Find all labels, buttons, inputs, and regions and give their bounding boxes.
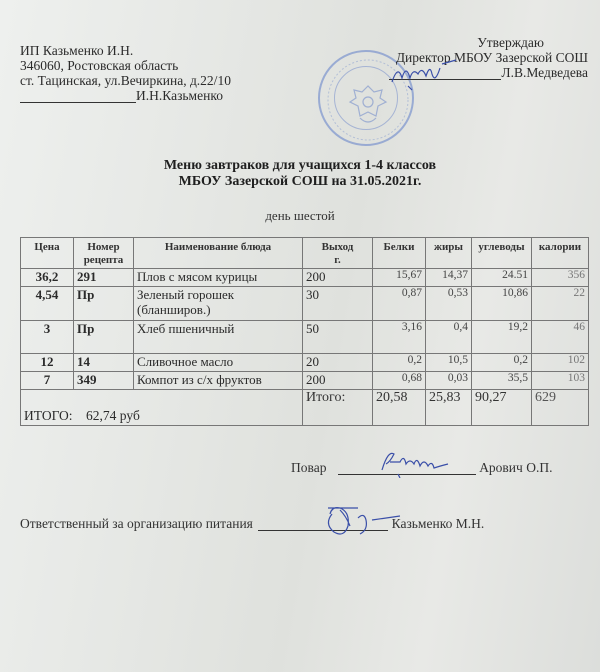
total-price-value: 62,74 руб [86,408,140,423]
table-row [21,354,589,372]
table-header-row [21,238,589,269]
cell-fat: 0,53 [426,287,472,321]
menu-table [20,237,589,426]
header-protein: Белки [373,238,426,269]
document-title [0,158,600,190]
cell-fat: 0,03 [426,372,472,390]
cell-recipe: Пр [74,287,134,321]
header-recipe-line1: Номер [87,241,120,253]
cell-price: 12 [21,354,74,372]
cell-carbs: 24.51 [472,269,532,287]
director-signature-icon [388,56,466,92]
title-line-1: Меню завтраков для учащихся 1-4 классов [163,158,437,173]
approval-position: Директор МБОУ Зазерской СОШ [395,50,588,65]
table-row [21,321,589,354]
cell-yield: 200 [303,372,373,390]
cell-recipe: 291 [74,269,134,287]
cell-yield: 200 [303,269,373,287]
day-label: день шестой [265,208,335,223]
total-label: Итого: [303,390,373,426]
header-yield [303,238,373,269]
table-total-row [21,390,589,426]
title-line-2: МБОУ Зазерской СОШ на 31.05.2021г. [178,174,422,189]
header-yield-line1: Выход [321,241,354,253]
supplier-signature-line [20,88,136,103]
cell-recipe: 349 [74,372,134,390]
cell-dish: Компот из с/х фруктов [134,372,303,390]
total-fat: 25,83 [426,390,472,426]
cell-dish: Зеленый горошек (бланширов.) [134,287,303,321]
cell-fat: 0,4 [426,321,472,354]
header-yield-line2: г. [334,254,341,266]
total-price-label: ИТОГО: [24,408,73,423]
cell-dish: Плов с мясом курицы [134,269,303,287]
cell-recipe: Пр [74,321,134,354]
cook-name: Арович О.П. [479,460,553,475]
cell-carbs: 19,2 [472,321,532,354]
cell-protein: 0,2 [373,354,426,372]
cell-price: 36,2 [21,269,74,287]
cell-yield: 20 [303,354,373,372]
cell-kcal: 103 [532,372,589,390]
total-kcal: 629 [532,390,589,426]
header-dish: Наименование блюда [134,238,303,269]
cell-protein: 3,16 [373,321,426,354]
cell-kcal: 102 [532,354,589,372]
supplier-signature-row [20,88,231,103]
header-recipe [74,238,134,269]
supplier-signature-name: И.Н.Казьменко [136,88,223,103]
supplier-block [20,43,231,103]
header-price: Цена [21,238,74,269]
cell-fat: 10,5 [426,354,472,372]
responsible-name: Казьменко М.Н. [391,516,485,531]
table-row [21,287,589,321]
cell-carbs: 0,2 [472,354,532,372]
header-kcal: калории [532,238,589,269]
total-carbs: 90,27 [472,390,532,426]
approval-title: Утверждаю [477,35,544,50]
supplier-address: ст. Тацинская, ул.Вечиркина, д.22/10 [20,73,231,88]
cell-dish: Сливочное масло [134,354,303,372]
cell-carbs: 10,86 [472,287,532,321]
supplier-name: ИП Казьменко И.Н. [20,43,134,58]
cell-protein: 0,68 [373,372,426,390]
cell-recipe: 14 [74,354,134,372]
cell-protein: 0,87 [373,287,426,321]
supplier-postal: 346060, Ростовская область [20,58,179,73]
cell-price: 7 [21,372,74,390]
cell-kcal: 356 [532,269,589,287]
table-row [21,372,589,390]
header-fat: жиры [426,238,472,269]
table-row [21,269,589,287]
cell-protein: 15,67 [373,269,426,287]
cell-price: 3 [21,321,74,354]
responsible-signature-icon [318,500,418,542]
header-carbs: углеводы [472,238,532,269]
approval-signature-name: Л.В.Медведева [501,65,588,80]
responsible-label: Ответственный за организацию питания [20,516,253,531]
cell-yield: 50 [303,321,373,354]
header-recipe-line2: рецепта [83,254,124,266]
cook-signature-icon [378,448,470,478]
cell-price: 4,54 [21,287,74,321]
cell-carbs: 35,5 [472,372,532,390]
cell-dish: Хлеб пшеничный [134,321,303,354]
total-price-cell [21,390,303,426]
cell-kcal: 22 [532,287,589,321]
total-protein: 20,58 [373,390,426,426]
cell-fat: 14,37 [426,269,472,287]
cook-label: Повар [291,460,327,475]
cell-kcal: 46 [532,321,589,354]
cell-yield: 30 [303,287,373,321]
